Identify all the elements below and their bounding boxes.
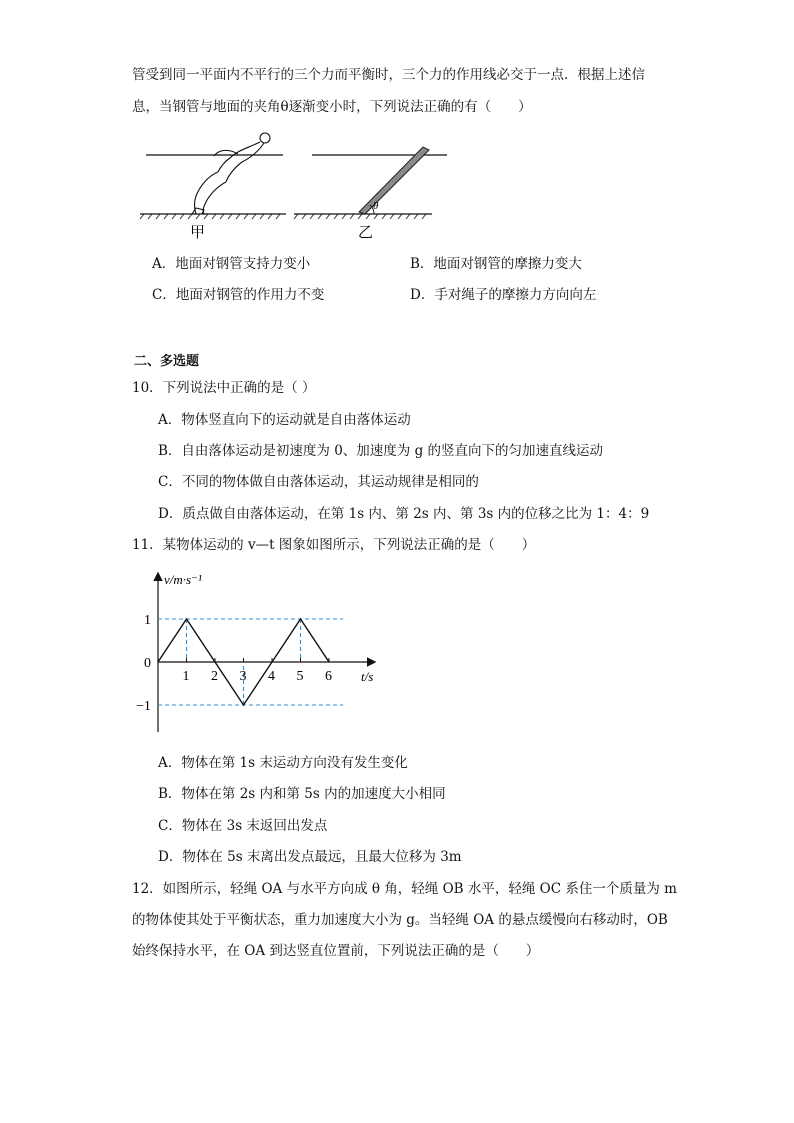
x-axis-label: t/s: [361, 669, 374, 684]
x-tick-label: 1: [182, 669, 190, 684]
x-tick-label: 3: [239, 669, 247, 684]
x-tick-label: 5: [296, 669, 304, 684]
vt-chart: [130, 566, 390, 736]
q11-option-d: D．物体在 5s 末离出发点最远，且最大位移为 3m: [158, 849, 462, 865]
q12-stem-line2: 的物体使其处于平衡状态，重力加速度大小为 g。当轻绳 OA 的悬点缓慢向右移动时，OB: [132, 912, 668, 928]
q9-stem-line2: 息，当钢管与地面的夹角θ逐渐变小时，下列说法正确的有（ ）: [132, 99, 532, 115]
section-title: 二、多选题: [134, 354, 200, 369]
q9-option-d: D．手对绳子的摩擦力方向向左: [410, 287, 597, 303]
q11-option-a: A．物体在第 1s 末运动方向没有发生变化: [158, 755, 408, 771]
q10-option-d: D．质点做自由落体运动，在第 1s 内、第 2s 内、第 3s 内的位移之比为 1：4：9: [158, 506, 650, 522]
q11-stem: 11．某物体运动的 v—t 图象如图所示，下列说法正确的是（ ）: [132, 537, 536, 553]
q11-option-b: B．物体在第 2s 内和第 5s 内的加速度大小相同: [158, 786, 446, 802]
figure-jia: [138, 128, 288, 240]
x-tick-label: 6: [325, 669, 332, 684]
q12-stem-line1: 12．如图所示，轻绳 OA 与水平方向成 θ 角，轻绳 OB 水平，轻绳 OC 系住一个质量为 m: [132, 881, 677, 897]
q9-option-b: B．地面对钢管的摩擦力变大: [410, 256, 582, 272]
q9-option-a: A．地面对钢管支持力变小: [152, 256, 311, 272]
y-tick-label: −1: [136, 699, 151, 714]
figure-yi-label: 乙: [358, 225, 374, 240]
x-tick-label: 4: [268, 669, 275, 684]
y-tick-label: 0: [144, 656, 151, 671]
data-point: [300, 618, 301, 619]
y-axis-label: v/m·s⁻¹: [164, 572, 202, 587]
data-point: [243, 704, 244, 705]
q10-option-c: C．不同的物体做自由落体运动，其运动规律是相同的: [158, 474, 479, 490]
data-point: [186, 618, 187, 619]
y-tick-label: 1: [144, 613, 151, 628]
q10-option-b: B．自由落体运动是初速度为 0、加速度为 g 的竖直向下的匀加速直线运动: [158, 443, 604, 459]
x-tick-label: 2: [211, 669, 218, 684]
q10-stem: 10．下列说法中正确的是（ ）: [132, 380, 316, 396]
data-point: [157, 661, 158, 662]
q10-option-a: A．物体竖直向下的运动就是自由落体运动: [158, 412, 411, 428]
figure-angle-label: θ: [373, 200, 379, 212]
q9-option-c: C．地面对钢管的作用力不变: [152, 287, 325, 303]
figure-jia-label: 甲: [190, 225, 206, 240]
figure-yi: [292, 128, 452, 240]
q12-stem-line3: 始终保持水平，在 OA 到达竖直位置前，下列说法正确的是（ ）: [132, 943, 540, 959]
q9-stem-line1: 管受到同一平面内不平行的三个力而平衡时，三个力的作用线必交于一点．根据上述信: [132, 67, 645, 83]
q11-option-c: C．物体在 3s 末返回出发点: [158, 818, 328, 834]
